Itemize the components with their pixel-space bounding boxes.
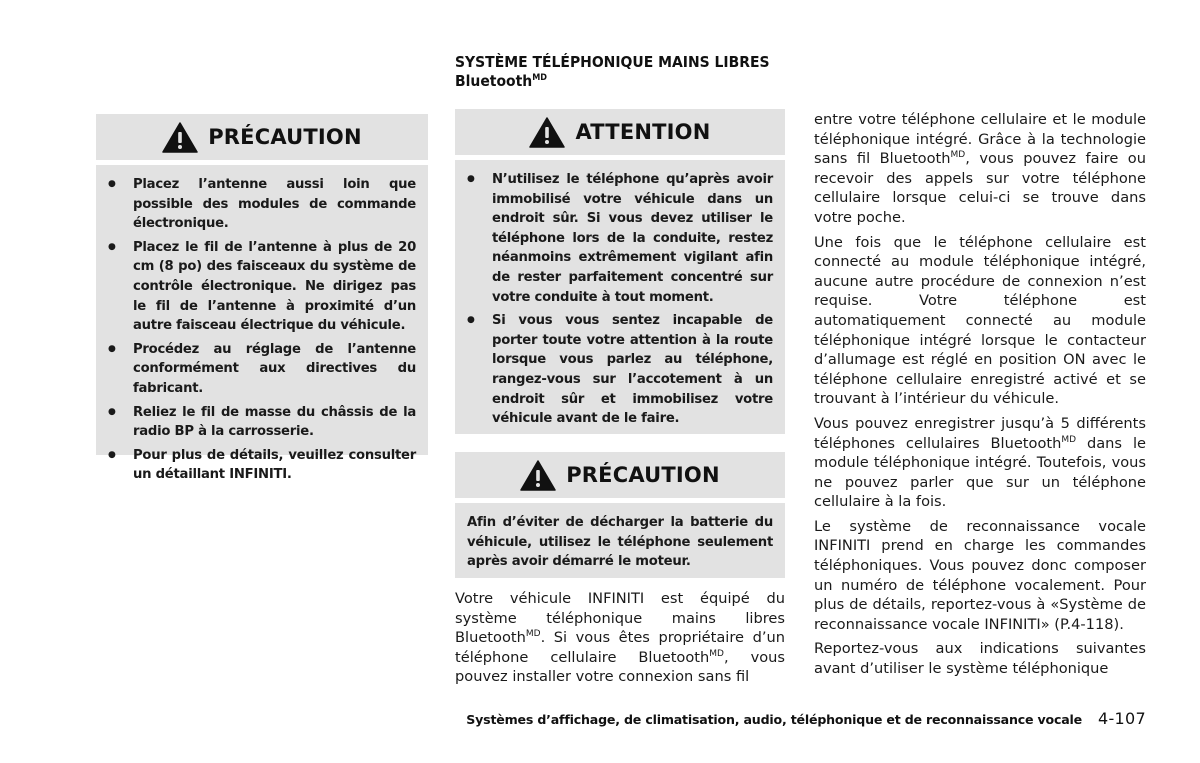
footer-section-title: Systèmes d’affichage, de climatisation, audio, téléphonique et de reconnaissance vocale — [466, 712, 1082, 727]
list-item: ● Placez le fil de l’antenne à plus de 20 cm (8 po) des faisceaux du système de contrôle électronique. Ne dirigez pas le fil de l’antenne à proximité d’un autre faisceau électrique du véhicule. — [108, 238, 416, 336]
list-item: ● Pour plus de détails, veuillez consulter un détaillant INFINITI. — [108, 446, 416, 485]
list-item: ● Si vous vous sentez incapable de porter toute votre attention à la route lorsque vous parlez au téléphone, rangez-vous sur l’accotement à un endroit sûr et immobilisez votre véhicule avant de le faire. — [467, 311, 773, 429]
trademark-sup: MD — [532, 72, 548, 83]
list-item: ● Reliez le fil de masse du châssis de la radio BP à la carrosserie. — [108, 403, 416, 442]
body-text-middle — [455, 589, 785, 692]
caution-header — [96, 114, 428, 160]
attention-header — [455, 109, 785, 155]
caution-box-middle — [455, 452, 785, 578]
paragraph: Votre véhicule INFINITI est équipé du système téléphonique mains libres Bluetooth$^{MD}$. Si vous êtes propriétaire d’un téléphone cellulaire Bluetooth$^{MD}$, vous pouvez installer votre connexion sans fil — [455, 590, 785, 686]
title-line-1: SYSTÈME TÉLÉPHONIQUE MAINS LIBRES — [455, 53, 770, 71]
page-number: 4-107 — [1098, 709, 1146, 728]
title-line-2: Bluetooth$^{MD}$ — [455, 72, 548, 90]
caution-text: Afin d’éviter de décharger la batterie du véhicule, utilisez le téléphone seulement après avoir démarré le moteur. — [467, 515, 773, 570]
warning-triangle-icon — [520, 460, 556, 491]
caution-box-left — [96, 114, 428, 483]
section-title — [455, 53, 815, 91]
paragraph: Une fois que le téléphone cellulaire est connecté au module téléphonique intégré, aucune autre procédure de connexion n’est requise. Votre téléphone est automatiquement connecté au module téléphonique intégré lorsque le contacteur d’allumage est réglé en position ON avec le téléphone cellulaire enregistré activé et se trouvant à l’intérieur du véhicule. — [814, 233, 1146, 408]
attention-heading: ATTENTION — [575, 120, 711, 144]
caution-heading: PRÉCAUTION — [566, 463, 720, 487]
attention-box — [455, 109, 785, 434]
body-text-right — [814, 110, 1146, 684]
paragraph: Vous pouvez enregistrer jusqu’à 5 différents téléphones cellulaires Bluetooth$^{MD}$ dans le module téléphonique intégré. Toutefois, vous ne pouvez parler que sur un téléphone cellulaire à la fois. — [814, 414, 1146, 511]
paragraph: Le système de reconnaissance vocale INFINITI prend en charge les commandes téléphoniques. Vous pouvez donc composer un numéro de téléphone vocalement. Pour plus de détails, reportez-vous à «Système de reconnaissance vocale INFINITI» (P.4-118). — [814, 517, 1146, 633]
list-item: ● Placez l’antenne aussi loin que possible des modules de commande électronique. — [108, 175, 416, 234]
list-item: ● N’utilisez le téléphone qu’après avoir immobilisé votre véhicule dans un endroit sûr. Si vous devez utiliser le téléphone lors de la conduite, restez néanmoins extrêmement vigilant afin de rester parfaitement concentré sur votre conduite à tout moment. — [467, 170, 773, 307]
caution-heading: PRÉCAUTION — [208, 125, 362, 149]
attention-list — [455, 160, 785, 440]
caution-list — [96, 165, 428, 496]
caution-header — [455, 452, 785, 498]
paragraph: entre votre téléphone cellulaire et le module téléphonique intégré. Grâce à la technologie sans fil Bluetooth$^{MD}$, vous pouvez faire ou recevoir des appels sur votre téléphone cellulaire lorsque celui-ci se trouve dans votre poche. — [814, 111, 1146, 226]
warning-triangle-icon — [529, 117, 565, 148]
paragraph: Reportez-vous aux indications suivantes avant d’utiliser le système téléphonique — [814, 640, 1146, 678]
list-item: ● Procédez au réglage de l’antenne conformément aux directives du fabricant. — [108, 340, 416, 399]
page-footer — [450, 709, 1146, 728]
warning-triangle-icon — [162, 122, 198, 153]
